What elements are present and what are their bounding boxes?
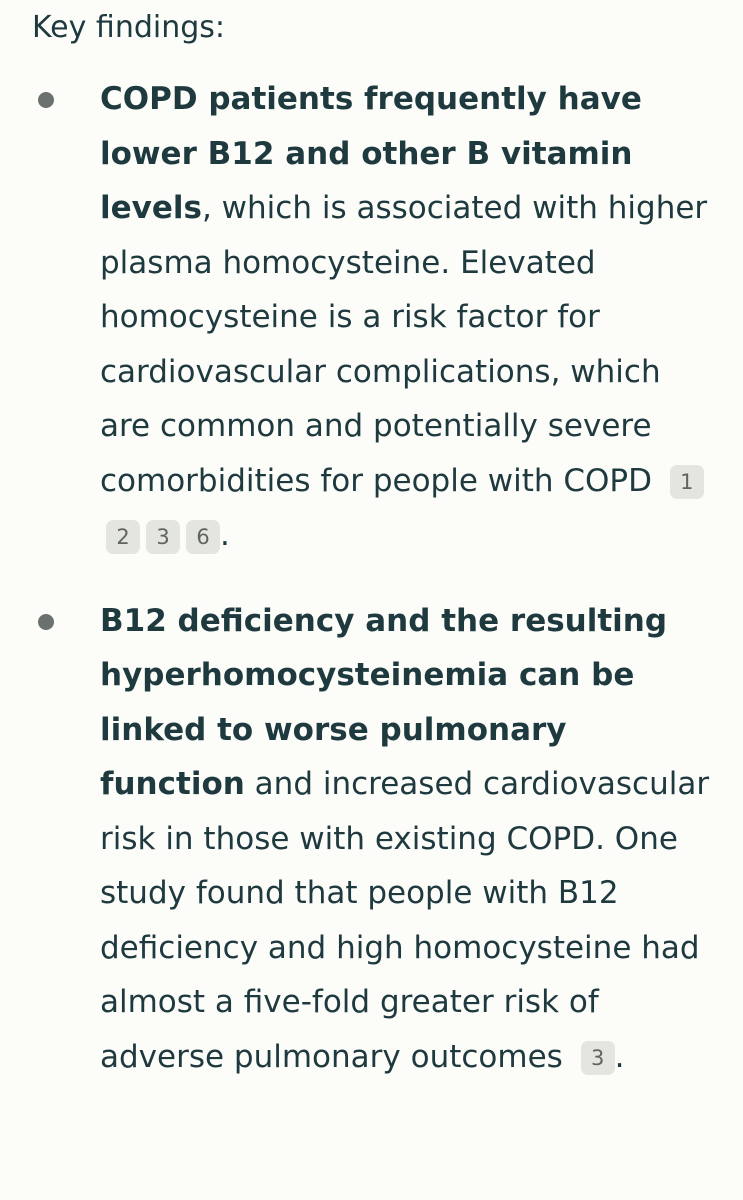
finding-2-end: .: [614, 1038, 625, 1075]
finding-2-bold-text: B12 deficiency and the resulting hyperhomocysteinemia can be linked to worse pulmonary function: [100, 602, 668, 802]
bullet-icon: [38, 614, 54, 630]
citation-badge[interactable]: 3: [146, 520, 180, 554]
citation-badge[interactable]: 6: [186, 520, 220, 554]
citation-badge[interactable]: 1: [670, 465, 704, 499]
finding-item-1: [0, 72, 743, 563]
finding-1-text: , which is associated with higher plasma homocysteine. Elevated homocysteine is a risk factor for cardiovascular complications, which are common and potentially severe comorbidities for people with COPD: [100, 190, 708, 499]
finding-1-end: .: [220, 517, 230, 553]
bullet-icon: [38, 92, 54, 108]
finding-1-bold-text: COPD patients frequently have lower B12 and other B vitamin levels: [100, 81, 642, 226]
section-heading: Key findings:: [32, 10, 226, 45]
citation-badge[interactable]: 2: [106, 520, 140, 554]
finding-item-2: [0, 594, 743, 1085]
citation-badge[interactable]: 3: [581, 1041, 615, 1075]
findings-list: [0, 72, 743, 1084]
finding-2-text: and increased cardiovascular risk in those with existing COPD. One study found that people with B12 deficiency and high homocysteine had almost a five-fold greater risk of adverse pulmonary outcomes: [100, 766, 710, 1075]
